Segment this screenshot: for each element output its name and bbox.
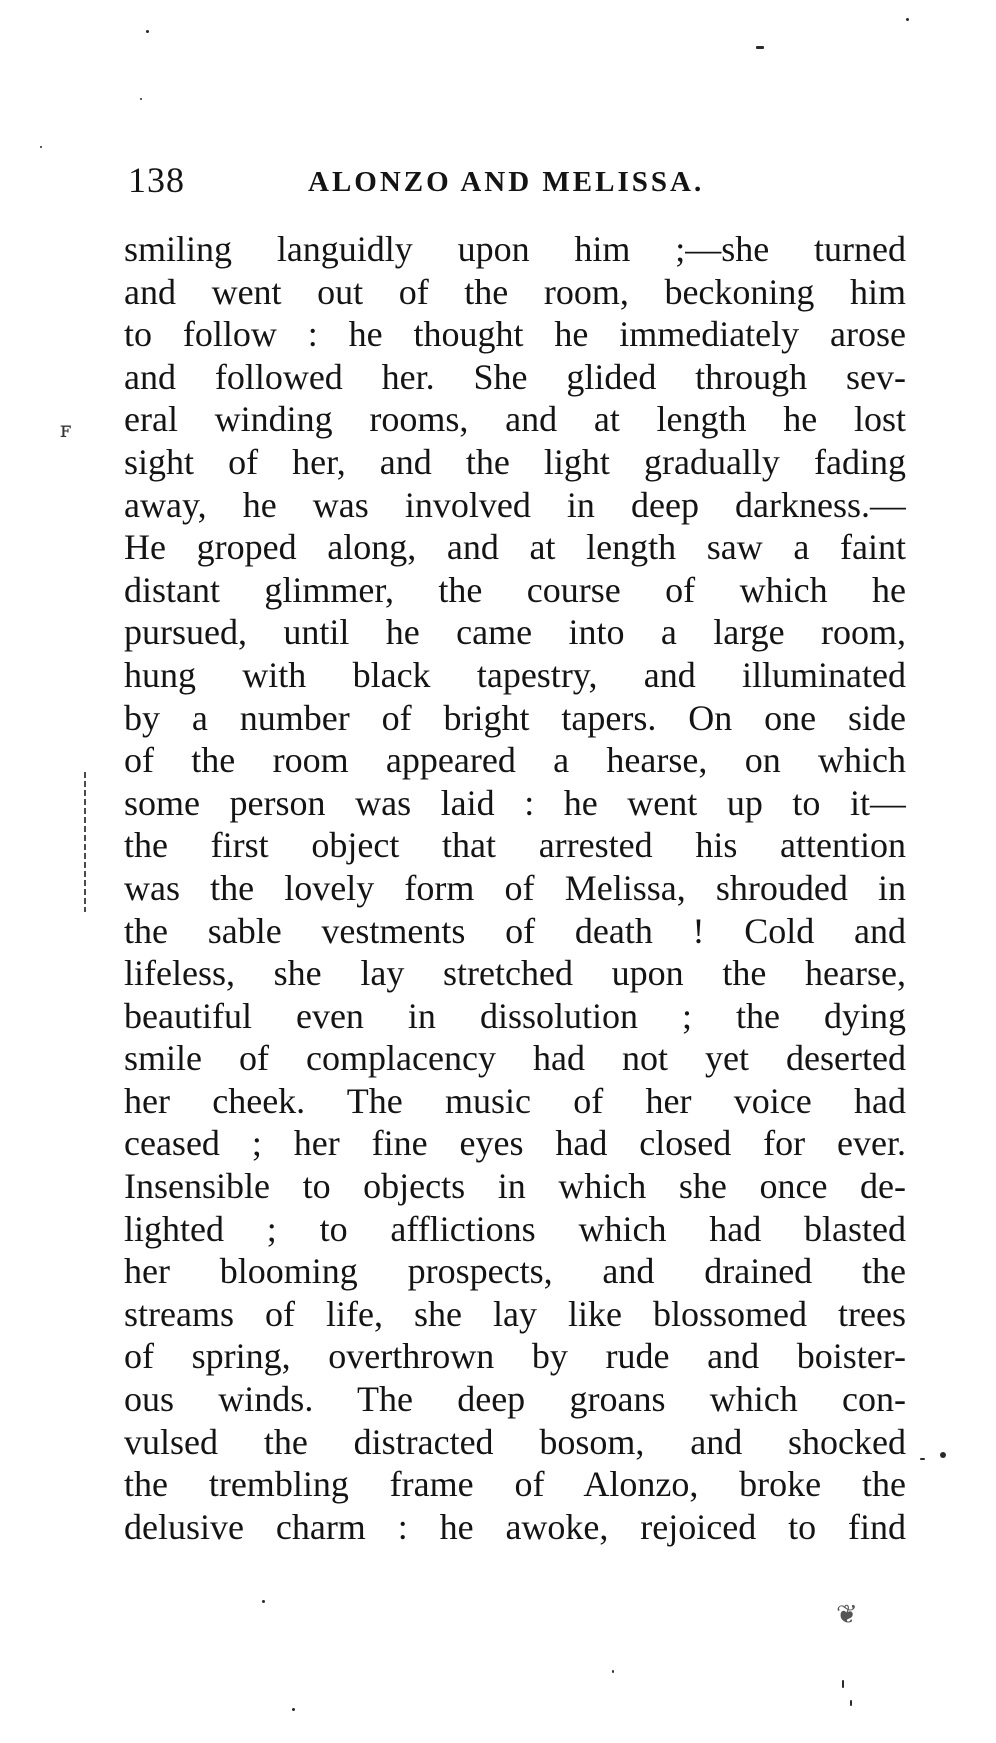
scan-speck [906,18,909,21]
text-line: to follow : he thought he immediately arose [124,314,906,355]
scan-speck [292,1708,295,1711]
text-line: pursued, until he came into a large room, [124,612,906,653]
scan-speck [140,98,142,100]
text-line: streams of life, she lay like blossomed trees [124,1293,906,1334]
page-number: 138 [128,160,185,200]
text-line: delusive charm : he awoke, rejoiced to find [124,1506,906,1547]
text-line: was the lovely form of Melissa, shrouded in [124,867,906,908]
text-line: and went out of the room, beckoning him [124,271,906,312]
text-line: Insensible to objects in which she once de- [124,1166,906,1207]
text-line: beautiful even in dissolution ; the dying [124,995,906,1036]
scan-speck [40,146,42,148]
text-line: the trembling frame of Alonzo, broke the [124,1464,906,1505]
text-line: distant glimmer, the course of which he [124,569,906,610]
body-text [124,228,906,1548]
text-line: He groped along, and at length saw a faint [124,527,906,568]
text-line: vulsed the distracted bosom, and shocked [124,1421,906,1462]
text-line: the first object that arrested his attention [124,825,906,866]
text-line: some person was laid : he went up to it— [124,782,906,823]
page-header [128,158,868,208]
text-line: lighted ; to afflictions which had blasted [124,1208,906,1249]
text-line: smile of complacency had not yet deserted [124,1038,906,1079]
text-line: her cheek. The music of her voice had [124,1080,906,1121]
running-title: ALONZO AND MELISSA. [308,166,705,198]
text-line: her blooming prospects, and drained the [124,1251,906,1292]
scan-speck [842,1680,844,1688]
scan-speck [262,1600,265,1603]
scan-speck [940,1452,946,1458]
scan-speck [612,1670,614,1673]
text-line: smiling languidly upon him ;—she turned [124,229,906,269]
text-line: of the room appeared a hearse, on which [124,740,906,781]
text-line: eral winding rooms, and at length he lost [124,399,906,440]
text-line: lifeless, she lay stretched upon the hearse, [124,953,906,994]
margin-rule [84,772,86,912]
text-line: of spring, overthrown by rude and boister- [124,1336,906,1377]
text-line: sight of her, and the light gradually fading [124,441,906,482]
scan-speck [850,1700,852,1706]
text-line: away, he was involved in deep darkness.— [124,484,906,525]
text-line: by a number of bright tapers. On one side [124,697,906,738]
scan-speck [756,46,764,49]
margin-mark: ꜰ [60,418,72,443]
scan-speck [146,30,149,33]
text-line: and followed her. She glided through sev- [124,356,906,397]
text-line: hung with black tapestry, and illuminated [124,654,906,695]
text-line: ceased ; her fine eyes had closed for ever. [124,1123,906,1164]
text-line: ous winds. The deep groans which con- [124,1379,906,1420]
text-line: the sable vestments of death ! Cold and [124,910,906,951]
scan-speck [920,1458,925,1460]
corner-smudge: ❦ [836,1600,858,1630]
